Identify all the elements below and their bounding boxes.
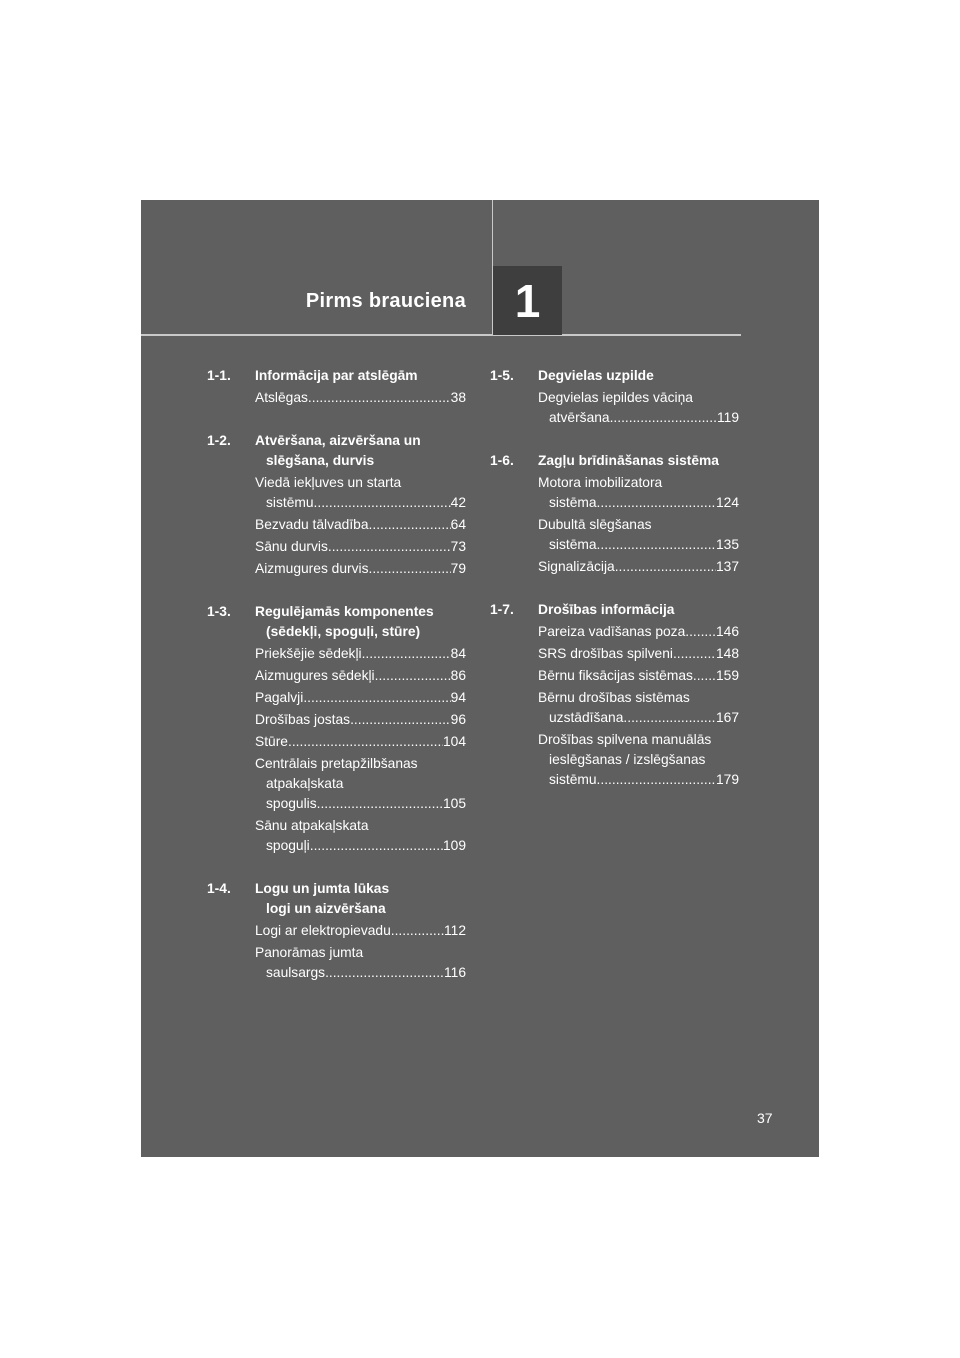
entry-page-number: 146 [715,624,739,639]
entry-page-number: 124 [715,495,739,510]
dot-leader [314,493,451,513]
section-number: 1-5. [490,368,514,383]
entry-page-number: 104 [442,734,466,749]
entry-row [538,408,739,428]
toc-entry[interactable] [538,622,739,642]
section-title-line: (sēdekļi, spoguļi, stūre) [266,624,421,639]
entry-title-line: Drošības jostas [255,712,351,727]
entry-page-number: 94 [450,690,466,705]
entry-page-number: 159 [715,668,739,683]
dot-leader [673,644,716,664]
section-title-line: slēgšana, durvis [266,453,375,468]
entry-page-number: 179 [715,772,739,787]
entry-row [538,535,739,555]
section-title [538,451,739,471]
entry-page-number: 167 [715,710,739,725]
entry-row [255,388,466,408]
entry-title-line: spogulis [266,796,317,811]
dot-leader [325,963,444,983]
toc-section [490,451,739,577]
dot-leader [310,836,443,856]
entry-page-number: 148 [715,646,739,661]
section-heading [207,366,466,386]
entry-title-line: Centrālais pretapžilbšanas [255,756,418,771]
section-title [255,431,466,471]
entry-page-number: 119 [717,410,739,425]
page-number: 37 [757,1110,773,1126]
section-number: 1-7. [490,602,514,617]
dot-leader [685,622,716,642]
section-title [538,600,739,620]
entry-page-number: 135 [715,537,739,552]
section-number: 1-1. [207,368,231,383]
section-title-line: Drošības informācija [538,602,675,617]
entry-title-line: Signalizācija [538,559,615,574]
entry-title-line: Panorāmas jumta [255,945,364,960]
entry-page-number: 79 [450,561,466,576]
dot-leader [597,535,716,555]
toc-entry[interactable] [538,666,739,686]
entry-row [255,921,466,941]
entry-page-number: 116 [444,965,466,980]
entry-title-line: sistēma [549,495,597,510]
toc-entry[interactable] [255,515,466,535]
entry-title-line: atpakaļskata [266,776,344,791]
dot-leader [610,408,717,428]
entry-title-line: spoguļi [266,838,310,853]
toc-entry[interactable] [255,710,466,730]
entry-row [538,557,739,577]
entry-row [255,794,466,814]
entry-page-number: 42 [450,495,466,510]
entry-title-line: sistēma [549,537,597,552]
section-title [255,879,466,919]
entry-row [255,688,466,708]
section-number: 1-6. [490,453,514,468]
toc-entry[interactable] [255,388,466,408]
toc-entry[interactable] [255,754,466,814]
dot-leader [368,559,450,579]
toc-entry[interactable] [538,388,739,428]
entry-row [255,515,466,535]
entry-row [538,622,739,642]
dot-leader [597,493,716,513]
dot-leader [375,666,451,686]
entry-title-line: uzstādīšana [549,710,624,725]
entry-page-number: 84 [450,646,466,661]
entry-title-line: Bērnu drošības sistēmas [538,690,690,705]
entry-row [255,666,466,686]
section-title-line: Regulējamās komponentes [255,604,434,619]
chapter-title: Pirms brauciena [305,290,466,312]
entry-title-line: Dubultā slēgšanas [538,517,652,532]
toc-section [207,879,466,983]
entry-title-line: Pagalvji [255,690,304,705]
toc-column-right [490,366,739,813]
toc-section [207,431,466,579]
section-title [255,366,466,386]
section-heading [490,600,739,620]
toc-entry[interactable] [255,559,466,579]
entry-title-line: Priekšējie sēdekļi [255,646,362,661]
section-title-line: Atvēršana, aizvēršana un [255,433,421,448]
section-heading [490,451,739,471]
section-title-line: logi un aizvēršana [266,901,386,916]
toc-entry[interactable] [538,730,739,790]
entry-row [255,644,466,664]
toc-entry[interactable] [255,921,466,941]
section-title-line: Logu un jumta lūkas [255,881,390,896]
section-heading [207,879,466,919]
entry-page-number: 137 [715,559,739,574]
dot-leader [350,710,451,730]
entry-row [255,537,466,557]
dot-leader [693,666,716,686]
entry-page-number: 109 [442,838,466,853]
entry-row [255,963,466,983]
toc-entry[interactable] [255,732,466,752]
entry-row [538,770,739,790]
toc-entry[interactable] [538,644,739,664]
section-heading [207,431,466,471]
entry-row [538,708,739,728]
toc-entry[interactable] [255,537,466,557]
entry-page-number: 64 [450,517,466,532]
toc-entry[interactable] [255,666,466,686]
toc-column-left [207,366,466,1006]
entry-title-line: Atslēgas [255,390,308,405]
dot-leader [391,921,444,941]
entry-title-line: atvēršana [549,410,610,425]
entry-page-number: 86 [450,668,466,683]
entry-row [538,493,739,513]
entry-title-line: Viedā iekļuves un starta [255,475,402,490]
section-number: 1-2. [207,433,231,448]
entry-title-line: Logi ar elektropievadu [255,923,391,938]
toc-entry[interactable] [255,816,466,856]
entry-title-line: Aizmugures sēdekļi [255,668,375,683]
toc-section [490,600,739,790]
entry-title-line: ieslēgšanas / izslēgšanas [549,752,706,767]
chapter-number-box: 1 [493,266,562,335]
toc-entry[interactable] [255,644,466,664]
dot-leader [288,732,443,752]
section-title-line: Zagļu brīdināšanas sistēma [538,453,719,468]
toc-entry[interactable] [538,473,739,513]
section-number: 1-3. [207,604,231,619]
header-divider-horizontal [141,334,741,336]
entry-title-line: Bezvadu tālvadība [255,517,369,532]
section-title [538,366,739,386]
toc-entry[interactable] [255,473,466,513]
entry-row [255,836,466,856]
entry-title-line: Pareiza vadīšanas poza [538,624,686,639]
section-title-line: Informācija par atslēgām [255,368,418,383]
entry-title-line: Sānu durvis [255,539,328,554]
entry-title-line: Sānu atpakaļskata [255,818,369,833]
toc-entry[interactable] [255,943,466,983]
dot-leader [317,794,443,814]
entry-title-line: Stūre [255,734,288,749]
entry-title-line: sistēmu [266,495,314,510]
section-title-line: Degvielas uzpilde [538,368,654,383]
section-heading [490,366,739,386]
entry-page-number: 38 [450,390,466,405]
section-heading [207,602,466,642]
dot-leader [597,770,716,790]
entry-title-line: Drošības spilvena manuālās [538,732,712,747]
dot-leader [328,537,451,557]
toc-entry[interactable] [538,557,739,577]
entry-row [538,644,739,664]
entry-row [538,666,739,686]
entry-row [255,493,466,513]
entry-title-line: saulsargs [266,965,326,980]
entry-title-line: Aizmugures durvis [255,561,369,576]
toc-section [207,366,466,408]
dot-leader [362,644,451,664]
entry-row [255,732,466,752]
dot-leader [623,708,716,728]
dot-leader [369,515,451,535]
toc-entry[interactable] [255,688,466,708]
toc-entry[interactable] [538,515,739,555]
entry-page-number: 96 [450,712,466,727]
toc-section [490,366,739,428]
dot-leader [308,388,451,408]
section-title [255,602,466,642]
entry-title-line: Bērnu fiksācijas sistēmas [538,668,693,683]
entry-title-line: sistēmu [549,772,597,787]
entry-row [255,710,466,730]
entry-row [255,559,466,579]
dot-leader [303,688,450,708]
dot-leader [615,557,716,577]
section-number: 1-4. [207,881,231,896]
toc-entry[interactable] [538,688,739,728]
entry-title-line: Degvielas iepildes vāciņa [538,390,693,405]
entry-page-number: 73 [450,539,466,554]
entry-page-number: 105 [442,796,466,811]
entry-title-line: Motora imobilizatora [538,475,663,490]
toc-section [207,602,466,856]
entry-page-number: 112 [444,923,466,938]
entry-title-line: SRS drošības spilveni [538,646,673,661]
